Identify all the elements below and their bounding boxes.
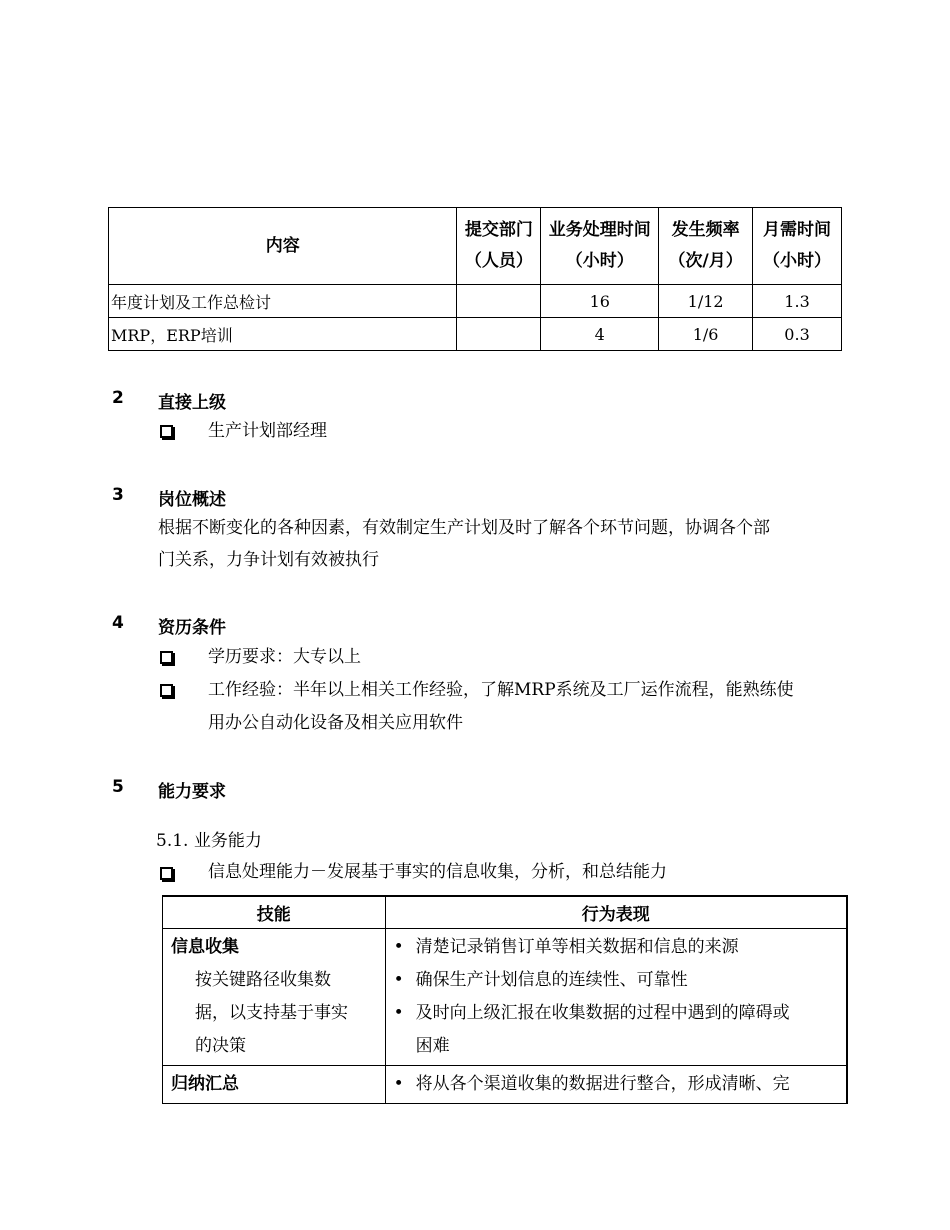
- cell-frequency: 1/6: [659, 318, 753, 351]
- supervisor-text: 生产计划部经理: [208, 421, 327, 441]
- checkbox-bullet-icon: [160, 867, 173, 880]
- col-header-skill: 技能: [163, 896, 386, 929]
- behavior-item: • 将从各个渠道收集的数据进行整合，形成清晰、完: [394, 1068, 838, 1101]
- checkbox-bullet-icon: [160, 651, 173, 664]
- table-header-row: [163, 896, 848, 929]
- table-row: [163, 929, 848, 1066]
- experience-requirement-line-2: 用办公自动化设备及相关应用软件: [208, 713, 463, 733]
- behavior-item: • 及时向上级汇报在收集数据的过程中遇到的障碍或 困难: [394, 997, 838, 1063]
- col-header-content: 内容: [109, 208, 457, 285]
- section-5-title: 能力要求: [158, 782, 226, 802]
- skill-cell: [163, 1066, 386, 1104]
- section-3-title: 岗位概述: [158, 490, 226, 510]
- cell-dept: [457, 318, 541, 351]
- cell-dept: [457, 285, 541, 318]
- cell-frequency: 1/12: [659, 285, 753, 318]
- cell-process-time: 4: [541, 318, 659, 351]
- section-3-number: 3: [112, 485, 124, 505]
- table-row: [163, 1066, 848, 1104]
- education-requirement: 学历要求：大专以上: [208, 647, 361, 667]
- skill-name: 归纳汇总: [171, 1074, 239, 1094]
- section-4-title: 资历条件: [158, 618, 226, 638]
- skill-desc-line: 据，以支持基于事实: [195, 1003, 348, 1023]
- col-header-monthly-time: 月需时间 （小时）: [753, 208, 842, 285]
- cell-process-time: 16: [541, 285, 659, 318]
- info-processing-ability: 信息处理能力－发展基于事实的信息收集，分析，和总结能力: [208, 862, 667, 882]
- behavior-item: • 清楚记录销售订单等相关数据和信息的来源: [394, 931, 838, 964]
- col-header-dept: 提交部门 （人员）: [457, 208, 541, 285]
- skill-desc-line: 的决策: [195, 1036, 246, 1056]
- checkbox-bullet-icon: [160, 425, 173, 438]
- overview-line-2: 门关系，力争计划有效被执行: [158, 550, 379, 570]
- skill-cell: [163, 929, 386, 1066]
- experience-requirement-line-1: 工作经验：半年以上相关工作经验，了解MRP系统及工厂运作流程，能熟练使: [208, 680, 794, 700]
- table-row: [109, 285, 842, 318]
- cell-content: 年度计划及工作总检讨: [109, 285, 457, 318]
- section-2-title: 直接上级: [158, 393, 226, 413]
- skill-name: 信息收集: [171, 937, 239, 957]
- section-2-number: 2: [112, 388, 124, 408]
- skills-table: [162, 895, 848, 1104]
- cell-monthly-time: 1.3: [753, 285, 842, 318]
- col-header-process-time: 业务处理时间 （小时）: [541, 208, 659, 285]
- skill-desc-line: 按关键路径收集数: [195, 970, 331, 990]
- col-header-frequency: 发生频率 （次/月）: [659, 208, 753, 285]
- overview-line-1: 根据不断变化的各种因素，有效制定生产计划及时了解各个环节问题，协调各个部: [158, 518, 770, 538]
- cell-content: MRP，ERP培训: [109, 318, 457, 351]
- col-header-behavior: 行为表现: [385, 896, 847, 929]
- behavior-item: • 确保生产计划信息的连续性、可靠性: [394, 964, 838, 997]
- table-header-row: [109, 208, 842, 285]
- behavior-cell: [385, 1066, 847, 1104]
- checkbox-bullet-icon: [160, 684, 173, 697]
- cell-monthly-time: 0.3: [753, 318, 842, 351]
- subsection-title: 5.1. 业务能力: [156, 831, 262, 851]
- section-5-number: 5: [112, 777, 124, 797]
- section-4-number: 4: [112, 613, 124, 633]
- table-row: [109, 318, 842, 351]
- behavior-cell: [385, 929, 847, 1066]
- time-table: [108, 207, 842, 351]
